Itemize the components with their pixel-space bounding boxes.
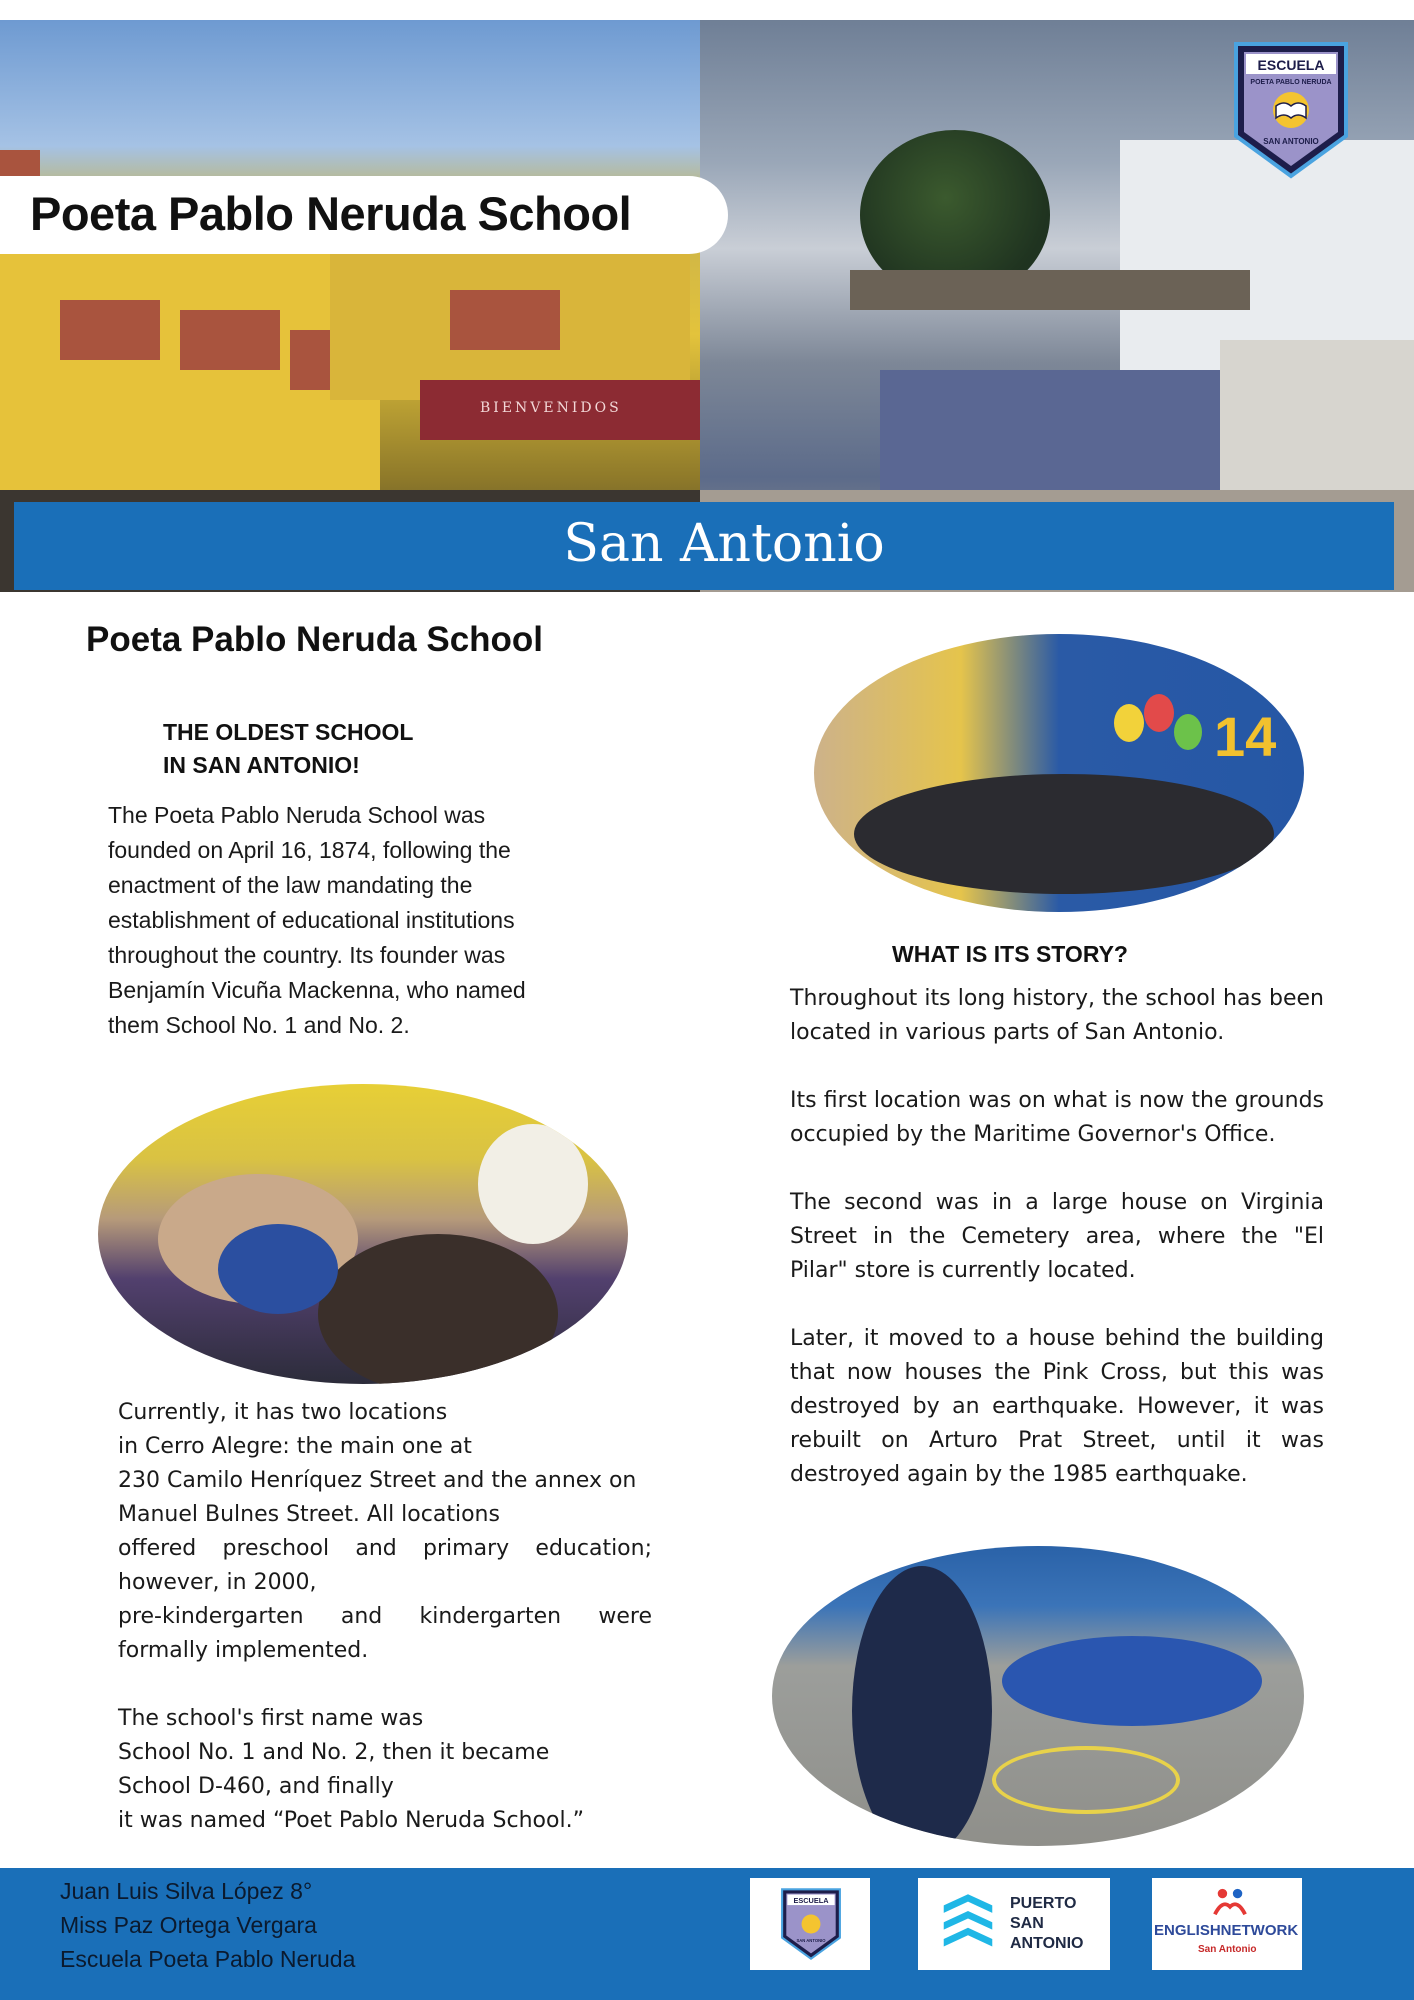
story-paragraph: Throughout its long history, the school has been located in various parts of San Antonio. xyxy=(790,986,1324,1045)
footer-school: Escuela Poeta Pablo Neruda xyxy=(60,1946,356,1972)
text-line: in Cerro Alegre: the main one at xyxy=(118,1434,472,1459)
blue-fence xyxy=(880,370,1230,510)
text-line: 230 Camilo Henríquez Street and the annex on xyxy=(118,1468,637,1493)
photo-detail xyxy=(992,1746,1180,1814)
photo-detail xyxy=(1114,704,1144,742)
photo-detail xyxy=(1174,714,1202,750)
footer-author: Juan Luis Silva López 8° xyxy=(60,1878,313,1904)
crest-top-text: ESCUELA xyxy=(1257,57,1325,73)
story-text xyxy=(790,982,1324,1492)
classroom-photo xyxy=(98,1084,628,1384)
photo-detail xyxy=(218,1224,338,1314)
ceremony-photo xyxy=(814,634,1304,912)
text-line: offered preschool and primary education; xyxy=(118,1536,652,1561)
open-book-icon xyxy=(1273,92,1309,128)
school-name-paragraph xyxy=(118,1702,652,1838)
text-line: Currently, it has two locations xyxy=(118,1400,448,1425)
footer-crest-logo xyxy=(750,1878,870,1970)
people-icon xyxy=(1210,1886,1250,1920)
text-line: pre-kindergarten and kindergarten were xyxy=(118,1604,652,1629)
brick-panel xyxy=(60,300,160,360)
text-line: School No. 1 and No. 2, then it became xyxy=(118,1740,550,1765)
puerto-san-antonio-text: PUERTO SAN ANTONIO xyxy=(1010,1895,1084,1952)
crest-bottom-text: SAN ANTONIO xyxy=(796,1937,826,1943)
section-heading: Poeta Pablo Neruda School xyxy=(86,620,544,659)
brick-panel xyxy=(450,290,560,350)
text-line: it was named “Poet Pablo Neruda School.” xyxy=(118,1808,584,1833)
story-paragraph: The second was in a large house on Virginia Street in the Cemetery area, where the "El Pilar" store is currently located. xyxy=(790,1190,1324,1283)
awning-text: BIENVENIDOS xyxy=(480,400,622,416)
english-network-logo xyxy=(1152,1878,1302,1970)
story-paragraph: Later, it moved to a house behind the building that now houses the Pink Cross, but this was destroyed by an earthquake. However, it was rebuilt on Arturo Prat Street, until it was destroyed again by the 1985 earthquake. xyxy=(790,1326,1324,1487)
photo-detail xyxy=(478,1124,588,1244)
text-line: School D-460, and finally xyxy=(118,1774,394,1799)
brick-panel xyxy=(180,310,280,370)
puerto-san-antonio-logo xyxy=(918,1878,1110,1970)
oldest-school-subhead xyxy=(163,716,413,782)
top-margin xyxy=(0,0,1414,20)
school-crest xyxy=(1232,40,1350,180)
crest-top-text: ESCUELA xyxy=(793,1895,829,1905)
location-band-text: San Antonio xyxy=(563,514,885,574)
crest-bottom-text: SAN ANTONIO xyxy=(1263,137,1319,146)
school-crest xyxy=(780,1882,842,1966)
english-network-subtext: San Antonio xyxy=(1198,1944,1257,1955)
entrance-awning xyxy=(420,380,700,440)
text-line: The school's first name was xyxy=(118,1706,424,1731)
hero-title-pill xyxy=(0,176,728,254)
photo-detail xyxy=(854,774,1274,894)
text-line: Manuel Bulnes Street. All locations xyxy=(118,1502,500,1527)
photo-detail xyxy=(1002,1636,1262,1726)
story-paragraph: Its first location was on what is now the grounds occupied by the Maritime Governor's Office. xyxy=(790,1088,1324,1147)
location-band xyxy=(14,502,1394,590)
subhead-line: IN SAN ANTONIO! xyxy=(163,752,360,778)
locations-paragraph xyxy=(118,1396,652,1668)
text-line: however, in 2000, xyxy=(118,1570,317,1595)
waves-icon xyxy=(940,1892,996,1958)
photo-detail xyxy=(852,1566,992,1846)
open-book-icon xyxy=(802,1915,821,1934)
graffiti-wall xyxy=(1220,340,1414,510)
photo-detail xyxy=(318,1234,558,1384)
photo-detail xyxy=(1144,694,1174,732)
roof xyxy=(850,270,1250,310)
kids-activity-photo xyxy=(772,1546,1304,1846)
english-network-text: ENGLISHNETWORK xyxy=(1154,1922,1299,1939)
hero-title: Poeta Pablo Neruda School xyxy=(30,187,632,240)
footer-teacher: Miss Paz Ortega Vergara xyxy=(60,1912,317,1938)
intro-paragraph: The Poeta Pablo Neruda School was founded on April 16, 1874, following the enactment of the law mandating the establishment of educational institutions throughout the country. Its founder was Benjamín Vicuña Mackenna, who named them School No. 1 and No. 2. xyxy=(108,802,526,1038)
balloon-number: 14 xyxy=(1214,705,1277,768)
subhead-line: THE OLDEST SCHOOL xyxy=(163,719,414,745)
crest-sub-text: POETA PABLO NERUDA xyxy=(1250,79,1332,86)
text-line: formally implemented. xyxy=(118,1638,369,1663)
story-subhead: WHAT IS ITS STORY? xyxy=(892,941,1128,967)
